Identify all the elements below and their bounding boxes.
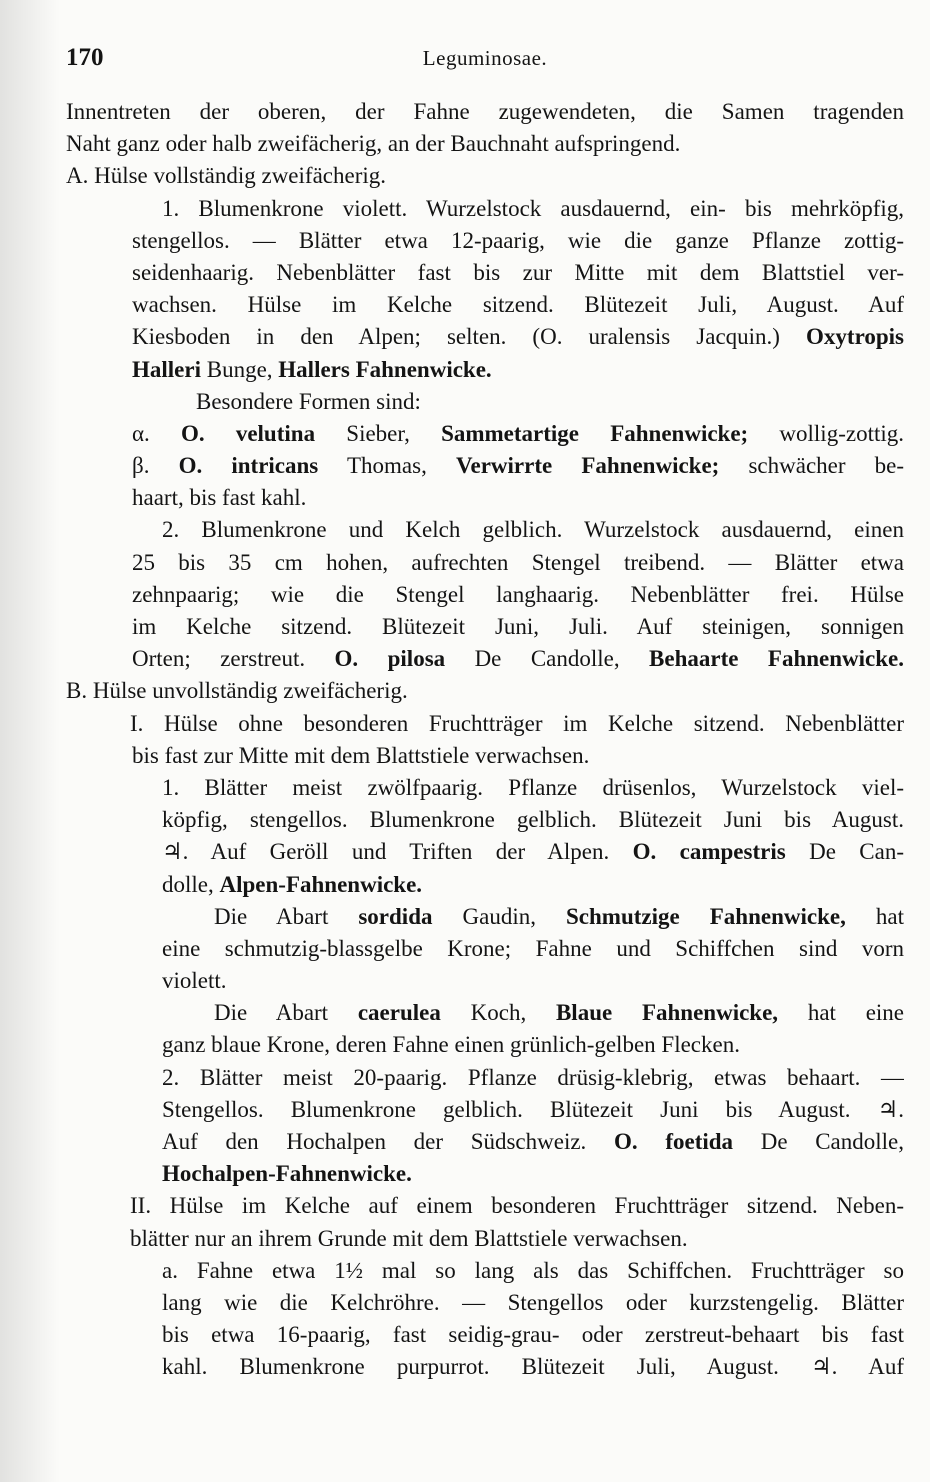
text-line [66,225,904,257]
text-line [66,128,904,160]
bold-segment: Halleri [132,356,201,382]
text-line [66,96,904,128]
text-segment: bis etwa 16-paarig, fast seidig-grau- oder zerstreut-behaart bis fast [162,1322,904,1348]
page-body [66,96,904,1384]
text-segment: Orten; zerstreut. [132,646,335,672]
bold-segment: Alpen-Fahnenwicke. [219,871,423,897]
page-number: 170 [66,44,104,71]
text-segment: Besondere Formen sind: [196,388,421,414]
bold-segment: Hochalpen-Fahnenwicke. [162,1161,412,1187]
text-segment: 2. Blumenkrone und Kelch gelblich. Wurzelstock ausdauernd, einen [162,517,904,543]
text-segment: Kiesboden in den Alpen; selten. (O. uralensis Jacquin.) [132,324,807,350]
bold-segment: sordida [358,903,433,929]
text-line [66,1287,904,1319]
bold-segment: Verwirrte Fahnenwicke; [455,453,720,479]
text-line [66,836,904,868]
text-line [66,289,904,321]
text-segment: Naht ganz oder halb zweifächerig, an der Bauchnaht aufspringend. [66,131,681,157]
bold-segment: O. foetida [614,1129,734,1154]
text-segment: 2. Blätter meist 20-paarig. Pflanze drüsig-klebrig, etwas behaart. — [162,1064,904,1090]
text-segment: Gaudin, [432,903,567,929]
text-line [66,869,904,901]
text-line [66,321,904,353]
text-segment: violett. [162,968,227,994]
text-segment: II. Hülse im Kelche auf einem besonderen Fruchtträger sitzend. Neben- [130,1193,904,1219]
bold-segment: O. pilosa [334,646,446,672]
text-line [66,1190,904,1222]
bold-segment: Schmutzige Fahnenwicke, [566,903,846,929]
text-segment: 25 bis 35 cm hohen, aufrechten Stengel treibend. — Blätter etwa [132,549,904,575]
text-line [66,514,904,546]
text-segment: Sieber, [315,420,442,446]
text-segment: zehnpaarig; wie die Stengel langhaarig. Nebenblätter frei. Hülse [132,581,904,607]
text-segment: a. Fahne etwa 1½ mal so lang als das Schiffchen. Fruchtträger so [162,1257,904,1283]
bold-segment: Hallers Fahnenwicke. [278,356,492,382]
text-segment: Innentreten der oberen, der Fahne zugewendeten, die Samen tragenden [66,99,904,124]
text-segment: köpfig, stengellos. Blumenkrone gelblich. Blütezeit Juni bis August. [162,807,904,833]
page-gutter-shadow [0,0,60,1482]
text-line [66,354,904,386]
text-segment: wachsen. Hülse im Kelche sitzend. Blütezeit Juli, August. Auf [132,292,904,318]
bold-segment: caerulea [357,1000,441,1026]
text-line [66,1029,904,1061]
text-line [66,482,904,514]
text-line [66,1158,904,1190]
text-line [66,547,904,579]
text-line [66,997,904,1029]
text-segment: α. [132,420,181,446]
text-line [66,386,904,418]
text-segment: ♃. Auf Geröll und Triften der Alpen. [162,839,633,865]
text-segment: stengellos. — Blätter etwa 12-paarig, wie die ganze Pflanze zottig- [132,227,904,253]
text-segment: dolle, [162,871,220,897]
text-line [66,450,904,482]
text-segment: haart, bis fast kahl. [132,485,307,511]
text-line [66,965,904,997]
text-segment: ganz blaue Krone, deren Fahne einen grünlich-gelben Flecken. [162,1032,740,1058]
text-segment: De Candolle, [445,646,650,672]
text-segment: wollig-zottig. [748,420,904,446]
text-segment: B. Hülse unvollständig zweifächerig. [66,678,408,704]
text-segment: I. Hülse ohne besonderen Fruchtträger im Kelche sitzend. Nebenblätter [130,710,904,736]
text-line [66,160,904,192]
page-header [66,44,904,78]
bold-segment: O. intricans [178,453,319,479]
bold-segment: Sammetartige Fahnenwicke; [441,420,749,446]
text-segment: seidenhaarig. Nebenblätter fast bis zur Mitte mit dem Blattstiel ver- [132,259,904,285]
text-segment: A. Hülse vollständig zweifächerig. [66,163,386,189]
text-line [66,1255,904,1287]
text-line [66,257,904,289]
text-segment: Auf den Hochalpen der Südschweiz. [162,1129,614,1154]
bold-segment: Blaue Fahnenwicke, [555,1000,779,1026]
text-segment: Koch, [440,1000,556,1026]
bold-segment: O. velutina [181,420,316,446]
bold-segment: O. campestris [632,839,786,865]
bold-segment: Behaarte Fahnenwicke. [649,646,904,672]
text-segment: De Candolle, [733,1129,904,1154]
text-segment: De Can- [785,839,904,865]
text-line [66,708,904,740]
text-segment: Die Abart [214,1000,358,1026]
text-segment: Thomas, [318,453,456,479]
text-line [66,901,904,933]
text-line [66,804,904,836]
text-line [66,1319,904,1351]
text-segment: kahl. Blumenkrone purpurrot. Blütezeit Juli, August. ♃. Auf [162,1354,904,1380]
bold-segment: Oxytropis [806,324,904,350]
text-line [66,418,904,450]
text-segment: schwächer be- [719,453,904,479]
text-segment: hat [845,903,904,929]
text-segment: lang wie die Kelchröhre. — Stengellos oder kurzstengelig. Blätter [162,1289,904,1315]
text-line [66,1094,904,1126]
running-title: Leguminosae. [422,46,548,70]
text-segment: Stengellos. Blumenkrone gelblich. Blütezeit Juni bis August. ♃. [162,1096,904,1122]
text-line [66,772,904,804]
text-segment: eine schmutzig-blassgelbe Krone; Fahne und Schiffchen sind vorn [162,935,904,961]
text-segment: im Kelche sitzend. Blütezeit Juni, Juli. Auf steinigen, sonnigen [132,614,904,639]
text-line [66,193,904,225]
text-segment: β. [132,453,179,479]
text-line [66,643,904,675]
text-segment: Die Abart [214,903,359,929]
text-line [66,1062,904,1094]
text-line [66,933,904,965]
text-segment: bis fast zur Mitte mit dem Blattstiele verwachsen. [132,742,590,768]
text-line [66,1126,904,1158]
text-segment: 1. Blätter meist zwölfpaarig. Pflanze drüsenlos, Wurzelstock viel- [162,774,904,800]
text-segment: Bunge, [200,356,279,382]
text-line [66,740,904,772]
text-line [66,611,904,643]
text-segment: hat eine [778,1000,904,1026]
text-line [66,1351,904,1383]
text-segment: blätter nur an ihrem Grunde mit dem Blattstiele verwachsen. [130,1225,688,1251]
text-line [66,579,904,611]
text-line [66,675,904,707]
text-line [66,1223,904,1255]
text-segment: 1. Blumenkrone violett. Wurzelstock ausdauernd, ein- bis mehrköpfig, [162,195,904,221]
